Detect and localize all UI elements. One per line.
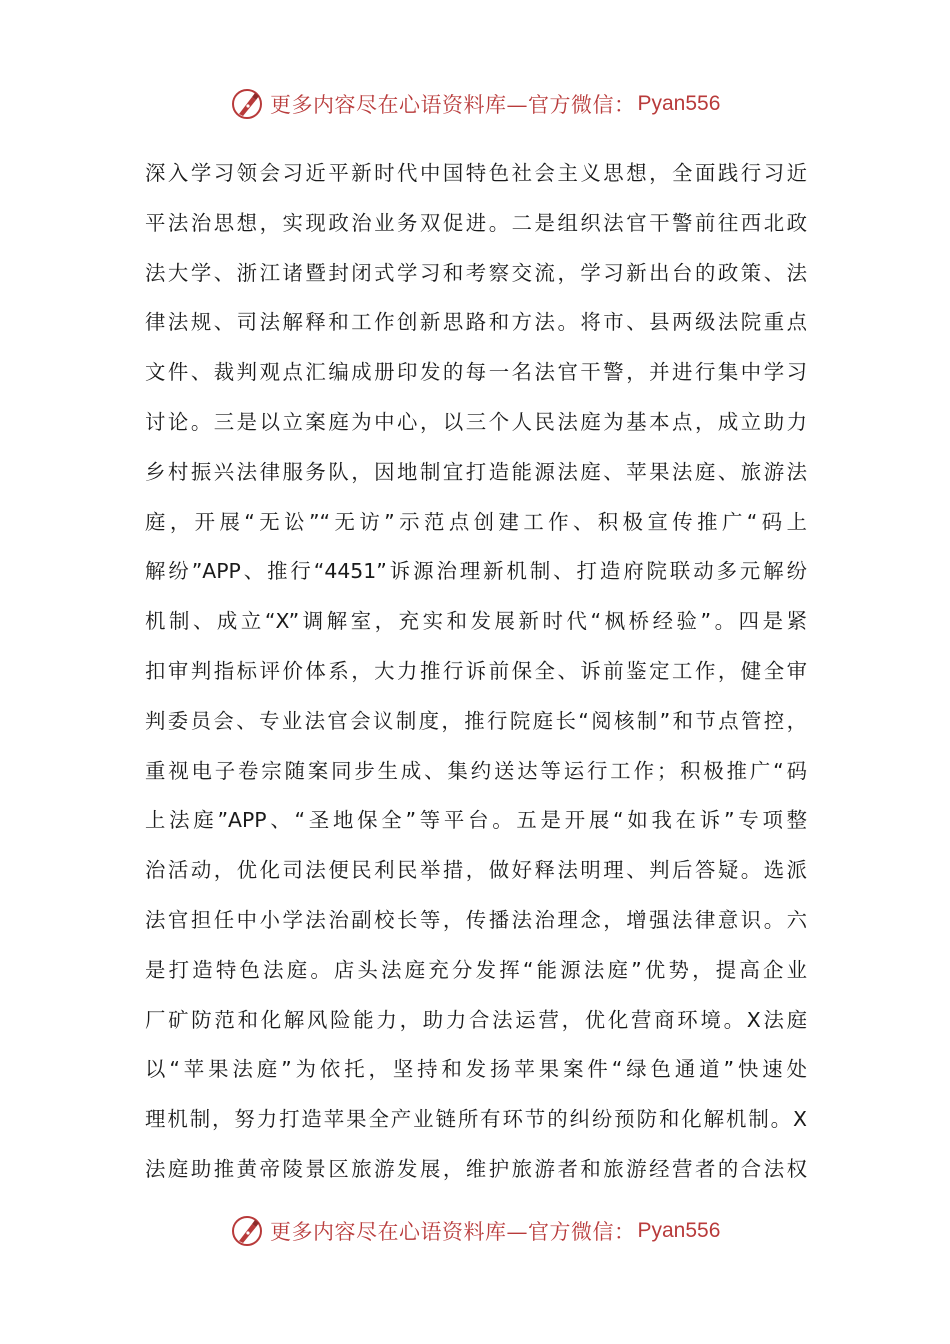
header-watermark-banner [230, 84, 720, 124]
pen-nib-circle-icon [230, 87, 264, 121]
text-line: 文件、裁判观点汇编成册印发的每一名法官干警，并进行集中学习 [145, 360, 807, 385]
text-line: 深入学习领会习近平新时代中国特色社会主义思想，全面践行习近 [145, 161, 807, 185]
wechat-id: Pyan556 [637, 92, 721, 115]
text-line: 扣审判指标评价体系，大力推行诉前保全、诉前鉴定工作，健全审 [145, 658, 807, 683]
pen-nib-circle-icon [230, 1214, 264, 1248]
text-line: 上法庭”APP、“圣地保全”等平台。五是开展“如我在诉”专项整 [145, 808, 807, 833]
watermark-text: 更多内容尽在心语资料库—官方微信： [270, 93, 636, 117]
text-line: 解纷”APP、推行“4451”诉源治理新机制、打造府院联动多元解纷 [145, 559, 807, 584]
text-line: 重视电子卷宗随案同步生成、集约送达等运行工作；积极推广“码 [145, 758, 807, 783]
body-paragraph [145, 149, 807, 1195]
text-line: 是打造特色法庭。店头法庭充分发挥“能源法庭”优势，提高企业 [145, 957, 807, 982]
text-line: 庭，开展“无讼”“无访”示范点创建工作、积极宣传推广“码上 [145, 509, 807, 534]
text-line: 讨论。三是以立案庭为中心，以三个人民法庭为基本点，成立助力 [145, 409, 807, 434]
text-line: 机制、成立“X”调解室，充实和发展新时代“枫桥经验”。四是紧 [145, 609, 807, 634]
text-line: 理机制，努力打造苹果全产业链所有环节的纠纷预防和化解机制。X [145, 1107, 807, 1132]
wechat-id: Pyan556 [637, 1219, 721, 1242]
text-line: 治活动，优化司法便民利民举措，做好释法明理、判后答疑。选派 [145, 858, 807, 883]
text-line: 以“苹果法庭”为依托，坚持和发扬苹果案件“绿色通道”快速处 [145, 1057, 807, 1082]
footer-watermark-banner [230, 1211, 720, 1251]
text-line: 厂矿防范和化解风险能力，助力合法运营，优化营商环境。X法庭 [145, 1007, 807, 1032]
text-line: 判委员会、专业法官会议制度，推行院庭长“阅核制”和节点管控， [145, 708, 807, 733]
watermark-text: 更多内容尽在心语资料库—官方微信： [270, 1220, 636, 1244]
text-line: 法大学、浙江诸暨封闭式学习和考察交流，学习新出台的政策、法 [145, 260, 807, 285]
text-line: 律法规、司法解释和工作创新思路和方法。将市、县两级法院重点 [145, 310, 807, 335]
text-line: 法庭助推黄帝陵景区旅游发展，维护旅游者和旅游经营者的合法权 [145, 1156, 807, 1181]
text-line: 平法治思想，实现政治业务双促进。二是组织法官干警前往西北政 [145, 210, 807, 235]
text-line: 法官担任中小学法治副校长等，传播法治理念，增强法律意识。六 [145, 907, 807, 932]
text-line: 乡村振兴法律服务队，因地制宜打造能源法庭、苹果法庭、旅游法 [145, 459, 807, 484]
